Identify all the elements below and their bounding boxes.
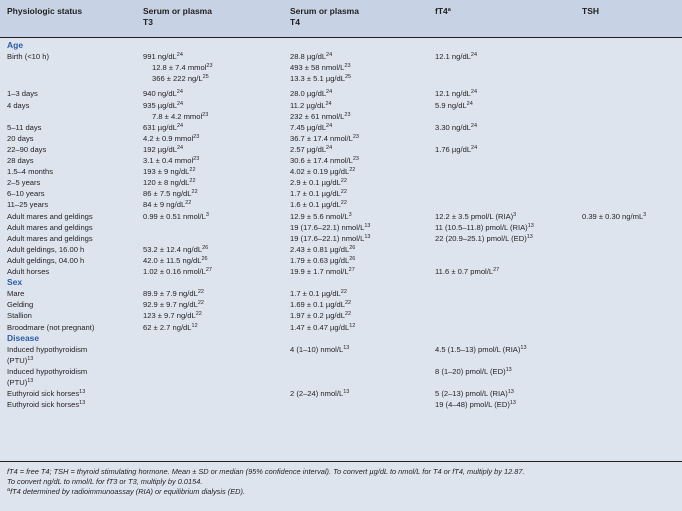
t3-cell xyxy=(143,155,199,166)
t4-cell-value: 36.7 ± 17.4 nmol/L xyxy=(290,133,353,143)
status-cell-value: Euthyroid sick horses xyxy=(7,400,80,410)
reference-mark: 12 xyxy=(349,322,356,329)
t4-cell xyxy=(290,233,370,244)
t3-cell-value: 86 ± 7.5 ng/dL xyxy=(143,189,192,199)
reference-mark: 23 xyxy=(193,133,200,140)
table-row xyxy=(0,51,682,62)
ft4-cell xyxy=(435,222,534,233)
t4-cell xyxy=(290,299,351,310)
t3-cell xyxy=(143,322,198,333)
t4-cell-value: 2.43 ± 0.81 µg/dL xyxy=(290,244,350,254)
ft4-cell xyxy=(435,211,516,222)
table-row xyxy=(0,73,682,84)
status-cell xyxy=(7,322,94,333)
reference-mark: 24 xyxy=(470,52,478,59)
table-row xyxy=(0,111,682,122)
t4-cell-value: 13.3 ± 5.1 µg/dL xyxy=(290,74,345,84)
status-cell-value: 2–5 years xyxy=(7,178,41,188)
t4-cell xyxy=(290,155,359,166)
t4-cell xyxy=(290,322,355,333)
t3-cell-value: 991 ng/dL xyxy=(143,52,177,62)
ft4-cell-value: 8 (1–20) pmol/L (ED) xyxy=(435,366,506,376)
table-row xyxy=(0,88,682,99)
reference-mark: 23 xyxy=(352,156,359,162)
table-row xyxy=(0,166,682,177)
reference-mark: 24 xyxy=(176,100,184,107)
status-cell xyxy=(7,399,85,410)
footnote-conversion: To convert ng/dL to nmol/L for fT3 or T3, multiply by 0.0154. xyxy=(7,477,203,486)
t3-cell-value: 366 ± 222 ng/L xyxy=(152,74,203,84)
status-cell-value: Adult geldings, 04.00 h xyxy=(7,255,85,265)
table-row xyxy=(0,188,682,199)
reference-mark: 23 xyxy=(193,156,200,162)
reference-mark: 13 xyxy=(364,233,371,240)
status-cell xyxy=(7,233,93,244)
t3-cell xyxy=(143,244,208,255)
t4-cell-value: 1.7 ± 0.1 µg/dL xyxy=(290,289,341,299)
header-t4-line1: Serum or plasma xyxy=(290,6,359,16)
table-row xyxy=(0,377,682,388)
t3-cell-value: 123 ± 9.7 ng/dL xyxy=(143,311,196,321)
reference-mark: 3 xyxy=(205,211,209,218)
t4-cell xyxy=(290,310,351,321)
t4-cell xyxy=(290,73,351,84)
table-row xyxy=(0,233,682,244)
t4-cell-value: 1.69 ± 0.1 µg/dL xyxy=(290,300,345,310)
table-row xyxy=(0,100,682,111)
t4-cell-value: 2.9 ± 0.1 µg/dL xyxy=(290,178,341,188)
reference-mark: 22 xyxy=(197,300,204,307)
status-cell-value: 1.5–4 months xyxy=(7,167,54,177)
reference-mark: 24 xyxy=(466,100,473,107)
t4-cell-value: 232 ± 61 nmol/L xyxy=(290,111,345,121)
t3-cell xyxy=(152,62,213,73)
status-cell xyxy=(7,366,87,377)
t3-cell xyxy=(143,310,202,321)
footnote-mark: a xyxy=(7,487,11,493)
t3-cell xyxy=(143,166,196,177)
t4-cell-value: 2 (2–24) nmol/L xyxy=(290,389,344,399)
reference-mark: 13 xyxy=(79,400,86,407)
table-row xyxy=(0,344,682,355)
reference-mark: 22 xyxy=(340,200,347,207)
t3-cell xyxy=(143,255,208,266)
reference-mark: 25 xyxy=(345,74,352,81)
status-cell xyxy=(7,355,33,366)
reference-mark: 27 xyxy=(205,267,212,273)
status-cell-value: Adult mares and geldings xyxy=(7,233,93,243)
t3-cell-value: 120 ± 8 ng/dL xyxy=(143,178,190,188)
ft4-cell xyxy=(435,366,512,377)
header-ft4-footnote-mark: a xyxy=(447,7,451,13)
status-cell xyxy=(7,144,46,155)
status-cell-value: 6–10 years xyxy=(7,189,45,199)
t4-cell xyxy=(290,144,332,155)
table-row xyxy=(0,255,682,266)
ft4-cell-value: 3.30 ng/dL xyxy=(435,122,471,132)
reference-mark: 24 xyxy=(326,89,333,96)
ft4-cell xyxy=(435,122,477,133)
header-tsh: TSH xyxy=(582,6,599,16)
status-cell-value: 4 days xyxy=(7,100,30,110)
t4-cell-value: 19 (17.6–22.1) nmol/L xyxy=(290,233,365,243)
t4-cell xyxy=(290,244,355,255)
t4-cell xyxy=(290,344,349,355)
t3-cell xyxy=(152,73,209,84)
ft4-cell xyxy=(435,100,473,111)
reference-mark: 3 xyxy=(513,211,517,218)
header-t3 xyxy=(143,6,212,28)
reference-mark: 26 xyxy=(201,255,208,262)
reference-mark: 24 xyxy=(471,144,478,151)
reference-mark: 23 xyxy=(344,63,351,70)
ft4-cell-value: 12.2 ± 3.5 pmol/L (RIA) xyxy=(435,211,514,221)
table-row xyxy=(0,133,682,144)
t3-cell-value: 193 ± 9 ng/dL xyxy=(143,167,190,177)
reference-mark: 22 xyxy=(197,289,204,296)
reference-mark: 3 xyxy=(643,211,647,218)
t4-cell xyxy=(290,111,351,122)
t3-cell xyxy=(143,288,204,299)
table-row xyxy=(0,211,682,222)
ft4-cell-value: 22 (20.9–25.1) pmol/L (ED) xyxy=(435,233,527,243)
status-cell xyxy=(7,244,84,255)
status-cell xyxy=(7,133,34,144)
header-ft4-label: fT4 xyxy=(435,6,448,16)
status-cell xyxy=(7,100,29,111)
reference-mark: 13 xyxy=(527,222,534,229)
t4-cell-value: 493 ± 58 nmol/L xyxy=(290,63,345,73)
reference-mark: 13 xyxy=(509,400,516,407)
ft4-cell-value: 11.6 ± 0.7 pmol/L xyxy=(435,267,494,276)
status-cell-value: Birth (<10 h) xyxy=(7,52,49,62)
status-cell xyxy=(7,288,24,299)
t3-cell-value: 4.2 ± 0.9 mmol xyxy=(143,133,194,143)
t3-cell-value: 1.02 ± 0.16 nmol/L xyxy=(143,267,206,276)
table-row xyxy=(0,62,682,73)
t4-cell xyxy=(290,51,332,62)
t4-cell-value: 28.8 µg/dL xyxy=(290,52,327,62)
reference-mark: 13 xyxy=(343,389,350,396)
t4-cell-value: 4 (1–10) nmol/L xyxy=(290,344,344,354)
t4-cell-value: 1.6 ± 0.1 µg/dL xyxy=(290,200,341,210)
footnote-abbreviations: fT4 = free T4; TSH = thyroid stimulating hormone. Mean ± SD or median (95% confidence interval). To convert µg/dL to nmol/L for T4 or fT4, multiply by 12.87. xyxy=(7,467,525,476)
header-t4-line2: T4 xyxy=(290,17,300,27)
t3-cell-value: 3.1 ± 0.4 mmol xyxy=(143,156,194,165)
tsh-cell xyxy=(582,211,646,222)
status-cell xyxy=(7,299,33,310)
reference-mark: 12 xyxy=(191,322,198,329)
ft4-cell-value: 5.9 ng/dL xyxy=(435,100,467,110)
ft4-cell xyxy=(435,88,477,99)
t3-cell-value: 89.9 ± 7.9 ng/dL xyxy=(143,289,198,299)
t3-cell xyxy=(143,266,212,277)
reference-mark: 24 xyxy=(326,122,333,129)
reference-mark: 22 xyxy=(345,311,352,318)
t3-cell xyxy=(143,211,209,222)
t3-cell xyxy=(143,51,183,62)
status-cell xyxy=(7,255,84,266)
t3-cell-value: 53.2 ± 12.4 ng/dL xyxy=(143,244,203,254)
t3-cell xyxy=(143,144,183,155)
t3-cell xyxy=(143,199,191,210)
status-cell xyxy=(7,177,40,188)
status-cell-value: Adult horses xyxy=(7,267,50,276)
t3-cell-value: 940 ng/dL xyxy=(143,89,177,99)
ft4-cell-value: 11 (10.5–11.8) pmol/L (RIA) xyxy=(435,222,528,232)
t3-cell xyxy=(143,188,198,199)
status-cell-value: Mare xyxy=(7,289,25,299)
reference-mark: 13 xyxy=(27,378,34,384)
table-row xyxy=(0,177,682,188)
table-row xyxy=(0,310,682,321)
t4-cell xyxy=(290,133,359,144)
t4-cell xyxy=(290,166,355,177)
t3-cell xyxy=(143,88,183,99)
ft4-cell xyxy=(435,266,499,277)
ft4-cell xyxy=(435,144,477,155)
t4-cell xyxy=(290,188,347,199)
t4-cell-value: 19 (17.6–22.1) nmol/L xyxy=(290,222,365,232)
t4-cell-value: 19.9 ± 1.7 nmol/L xyxy=(290,267,349,276)
reference-mark: 22 xyxy=(185,200,192,207)
status-cell xyxy=(7,188,45,199)
reference-mark: 22 xyxy=(191,189,198,196)
t4-cell-value: 1.97 ± 0.2 µg/dL xyxy=(290,311,345,321)
t4-cell xyxy=(290,222,370,233)
reference-mark: 27 xyxy=(348,267,355,273)
reference-mark: 13 xyxy=(79,389,86,396)
status-cell-value: Euthyroid sick horses xyxy=(7,389,80,399)
reference-mark: 13 xyxy=(364,222,371,229)
reference-mark: 23 xyxy=(202,111,209,118)
status-cell-value: (PTU) xyxy=(7,355,28,365)
section-row xyxy=(0,40,682,51)
t3-cell-value: 0.99 ± 0.51 nmol/L xyxy=(143,211,206,221)
t3-cell-value: 192 µg/dL xyxy=(143,144,177,154)
t4-cell xyxy=(290,266,355,277)
status-cell xyxy=(7,344,87,355)
status-cell xyxy=(7,222,93,233)
t3-cell xyxy=(143,299,204,310)
t4-cell-value: 7.45 µg/dL xyxy=(290,122,327,132)
t4-cell xyxy=(290,388,349,399)
status-cell xyxy=(7,88,38,99)
header-t3-line1: Serum or plasma xyxy=(143,6,212,16)
ft4-cell-value: 12.1 ng/dL xyxy=(435,89,471,99)
table-row xyxy=(0,355,682,366)
t4-cell-value: 1.47 ± 0.47 µg/dL xyxy=(290,322,350,332)
reference-mark: 26 xyxy=(202,244,209,251)
footnote-ft4-method xyxy=(7,487,245,497)
status-cell-value: 28 days xyxy=(7,156,34,165)
header-physiologic-status: Physiologic status xyxy=(7,6,83,16)
ft4-cell-value: 4.5 (1.5–13) pmol/L (RIA) xyxy=(435,344,521,354)
status-cell xyxy=(7,377,33,388)
reference-mark: 13 xyxy=(520,344,527,351)
ft4-cell xyxy=(435,51,477,62)
reference-mark: 23 xyxy=(352,133,359,140)
reference-mark: 22 xyxy=(189,167,196,174)
table-row xyxy=(0,199,682,210)
reference-mark: 23 xyxy=(344,111,351,118)
section-row xyxy=(0,333,682,344)
reference-mark: 22 xyxy=(189,178,196,185)
table-row xyxy=(0,388,682,399)
reference-mark: 13 xyxy=(27,355,34,362)
t4-cell xyxy=(290,122,332,133)
t3-cell-value: 631 µg/dL xyxy=(143,122,177,132)
status-cell-value: Adult mares and geldings xyxy=(7,222,93,232)
t3-cell xyxy=(143,100,183,111)
table-row xyxy=(0,366,682,377)
status-cell xyxy=(7,199,48,210)
ft4-cell xyxy=(435,399,516,410)
reference-mark: 27 xyxy=(493,267,500,273)
t4-cell xyxy=(290,211,352,222)
t3-cell-value: 7.8 ± 4.2 mmol xyxy=(152,111,203,121)
table-row xyxy=(0,144,682,155)
t4-cell-value: 11.2 µg/dL xyxy=(290,100,326,110)
reference-mark: 22 xyxy=(340,178,347,185)
table-row xyxy=(0,244,682,255)
table-row xyxy=(0,122,682,133)
reference-mark: 26 xyxy=(349,255,356,262)
t3-cell xyxy=(143,177,196,188)
reference-mark: 24 xyxy=(176,89,183,96)
t4-cell-value: 30.6 ± 17.4 nmol/L xyxy=(290,156,353,165)
t4-cell-value: 12.9 ± 5.6 nmol/L xyxy=(290,211,349,221)
status-cell-value: 1–3 days xyxy=(7,89,38,99)
table-row xyxy=(0,222,682,233)
status-cell-value: 20 days xyxy=(7,133,34,143)
table-row xyxy=(0,399,682,410)
status-cell xyxy=(7,166,53,177)
section-row xyxy=(0,277,682,288)
reference-mark: 13 xyxy=(507,389,514,396)
header-t3-line2: T3 xyxy=(143,17,153,27)
status-cell xyxy=(7,388,85,399)
reference-mark: 26 xyxy=(349,244,356,251)
reference-mark: 24 xyxy=(176,52,183,59)
tsh-cell-value: 0.39 ± 0.30 ng/mL xyxy=(582,211,644,221)
reference-mark: 24 xyxy=(470,122,478,129)
header-rule xyxy=(0,37,682,38)
reference-mark: 22 xyxy=(349,167,356,174)
header-ft4 xyxy=(435,6,451,17)
t4-cell xyxy=(290,100,332,111)
reference-mark: 22 xyxy=(340,289,347,296)
reference-mark: 13 xyxy=(343,344,350,351)
t4-cell xyxy=(290,255,355,266)
status-cell-value: 22–90 days xyxy=(7,144,47,154)
table-row xyxy=(0,299,682,310)
reference-mark: 25 xyxy=(202,74,209,81)
t3-cell-value: 42.0 ± 11.5 ng/dL xyxy=(143,255,202,265)
t4-cell xyxy=(290,177,347,188)
status-cell xyxy=(7,155,34,166)
t4-cell xyxy=(290,199,347,210)
ft4-cell-value: 5 (2–13) pmol/L (RIA) xyxy=(435,389,508,399)
ft4-cell xyxy=(435,344,527,355)
reference-mark: 3 xyxy=(348,211,352,218)
reference-mark: 24 xyxy=(325,100,332,107)
header-t4 xyxy=(290,6,359,28)
t3-cell-value: 12.8 ± 7.4 mmol xyxy=(152,63,207,73)
t4-cell xyxy=(290,88,332,99)
t4-cell-value: 28.0 µg/dL xyxy=(290,89,327,99)
t3-cell-value: 935 µg/dL xyxy=(143,100,177,110)
status-cell-value: Induced hypothyroidism xyxy=(7,366,88,376)
status-cell xyxy=(7,266,49,277)
table-header xyxy=(0,0,682,37)
table-row xyxy=(0,322,682,333)
t4-cell xyxy=(290,62,351,73)
reference-mark: 23 xyxy=(206,63,213,70)
table-row xyxy=(0,288,682,299)
t3-cell-value: 84 ± 9 ng/dL xyxy=(143,200,186,210)
status-cell-value: Gelding xyxy=(7,300,34,310)
reference-mark: 22 xyxy=(195,311,202,318)
status-cell-value: Stallion xyxy=(7,311,32,321)
status-cell-value: Induced hypothyroidism xyxy=(7,344,88,354)
t3-cell xyxy=(152,111,208,122)
t3-cell xyxy=(143,122,183,133)
t4-cell-value: 1.79 ± 0.63 µg/dL xyxy=(290,255,350,265)
ft4-cell-value: 1.76 µg/dL xyxy=(435,144,472,154)
status-cell xyxy=(7,122,41,133)
status-cell-value: Broodmare (not pregnant) xyxy=(7,322,95,332)
reference-mark: 13 xyxy=(526,233,533,240)
status-cell xyxy=(7,51,49,62)
ft4-cell-value: 19 (4–48) pmol/L (ED) xyxy=(435,400,510,410)
ft4-cell-value: 12.1 ng/dL xyxy=(435,52,471,62)
t4-cell-value: 2.57 µg/dL xyxy=(290,144,327,154)
status-cell-value: 5–11 days xyxy=(7,122,42,132)
ft4-cell xyxy=(435,233,533,244)
status-cell-value: 11–25 years xyxy=(7,200,49,210)
status-cell xyxy=(7,310,32,321)
reference-mark: 22 xyxy=(340,189,347,196)
t4-cell-value: 4.02 ± 0.19 µg/dL xyxy=(290,167,350,177)
section-heading: Age xyxy=(7,40,24,50)
t3-cell-value: 62 ± 2.7 ng/dL xyxy=(143,322,192,332)
section-heading: Sex xyxy=(7,277,23,288)
reference-mark: 24 xyxy=(176,144,184,151)
ft4-cell xyxy=(435,388,514,399)
t4-cell-value: 1.7 ± 0.1 µg/dL xyxy=(290,189,341,199)
reference-mark: 22 xyxy=(345,300,352,307)
reference-mark: 24 xyxy=(326,52,333,59)
t3-cell xyxy=(143,133,199,144)
status-cell-value: Adult geldings, 16.00 h xyxy=(7,244,85,254)
table-row xyxy=(0,266,682,277)
footnote-ft4-method-text: fT4 determined by radioimmunoassay (RIA) or equilibrium dialysis (ED). xyxy=(10,487,246,496)
status-cell-value: (PTU) xyxy=(7,378,28,387)
reference-mark: 24 xyxy=(176,122,184,129)
reference-mark: 13 xyxy=(505,366,512,373)
t3-cell-value: 92.9 ± 9.7 ng/dL xyxy=(143,300,198,310)
table-footnotes xyxy=(0,462,682,511)
reference-mark: 24 xyxy=(326,144,333,151)
t4-cell xyxy=(290,288,347,299)
status-cell xyxy=(7,211,93,222)
reference-mark: 24 xyxy=(470,89,478,96)
section-heading: Disease xyxy=(7,332,40,343)
table-row xyxy=(0,155,682,166)
status-cell-value: Adult mares and geldings xyxy=(7,211,93,221)
